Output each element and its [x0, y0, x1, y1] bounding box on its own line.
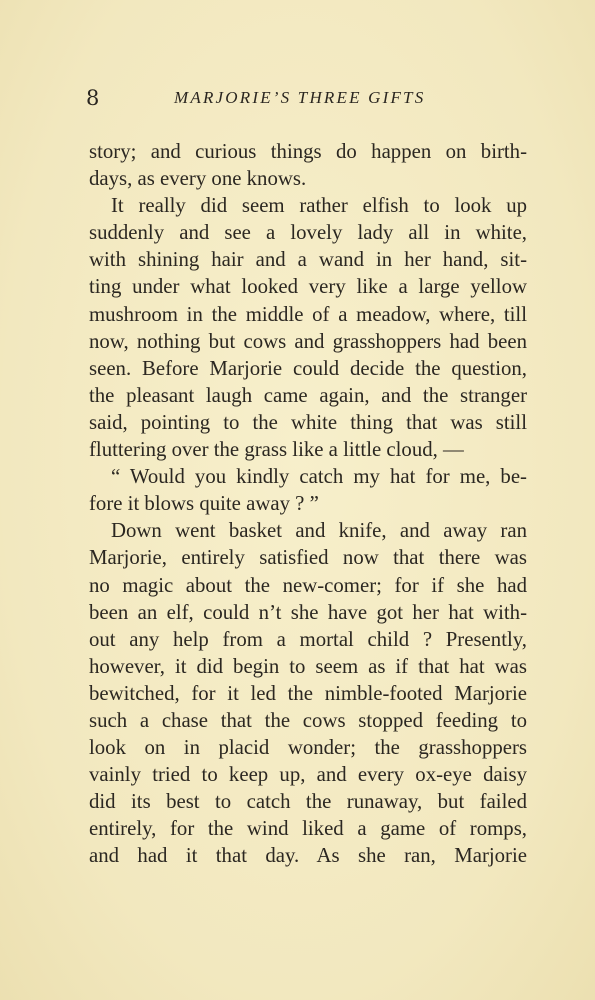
text-line: such a chase that the cows stopped feeding to [89, 708, 527, 732]
text-line: look on in placid wonder; the grasshoppers [89, 736, 527, 760]
text-line: ting under what looked very like a large yellow [89, 275, 527, 299]
text-line: no magic about the new-comer; for if she had [89, 573, 527, 597]
running-head: MARJORIE’S THREE GIFTS [174, 88, 426, 107]
text-line: and had it that day. As she ran, Marjorie [89, 844, 527, 868]
text-line: said, pointing to the white thing that was still [89, 410, 527, 434]
text-line: however, it did begin to seem as if that hat was [89, 654, 527, 678]
page-number: 8 [86, 86, 100, 110]
text-line: with shining hair and a wand in her hand, sit- [89, 248, 527, 272]
text-line: mushroom in the middle of a meadow, where, till [89, 302, 527, 326]
text-line: Down went basket and knife, and away ran [111, 519, 527, 543]
text-line: days, as every one knows. [89, 167, 307, 191]
text-line: It really did seem rather elfish to look up [111, 194, 527, 218]
text-line: Marjorie, entirely satisfied now that there was [89, 546, 527, 570]
text-line: “ Would you kindly catch my hat for me, be- [111, 465, 527, 489]
text-line: been an elf, could n’t she have got her hat with- [89, 600, 527, 624]
text-line: entirely, for the wind liked a game of romps, [89, 817, 527, 841]
text-line: vainly tried to keep up, and every ox-eye daisy [89, 763, 527, 787]
text-line: the pleasant laugh came again, and the stranger [89, 383, 527, 407]
body-text [89, 138, 527, 870]
text-line: fore it blows quite away ? ” [89, 492, 319, 516]
text-line: seen. Before Marjorie could decide the question, [89, 356, 527, 380]
text-line: fluttering over the grass like a little cloud, — [89, 438, 464, 462]
text-line: did its best to catch the runaway, but failed [89, 790, 527, 814]
text-line: out any help from a mortal child ? Presently, [89, 627, 527, 651]
text-line: bewitched, for it led the nimble-footed Marjorie [89, 681, 527, 705]
text-line: suddenly and see a lovely lady all in white, [89, 221, 527, 245]
text-line: now, nothing but cows and grasshoppers had been [89, 329, 527, 353]
page-header [86, 86, 526, 116]
text-line: story; and curious things do happen on birth- [89, 140, 527, 163]
